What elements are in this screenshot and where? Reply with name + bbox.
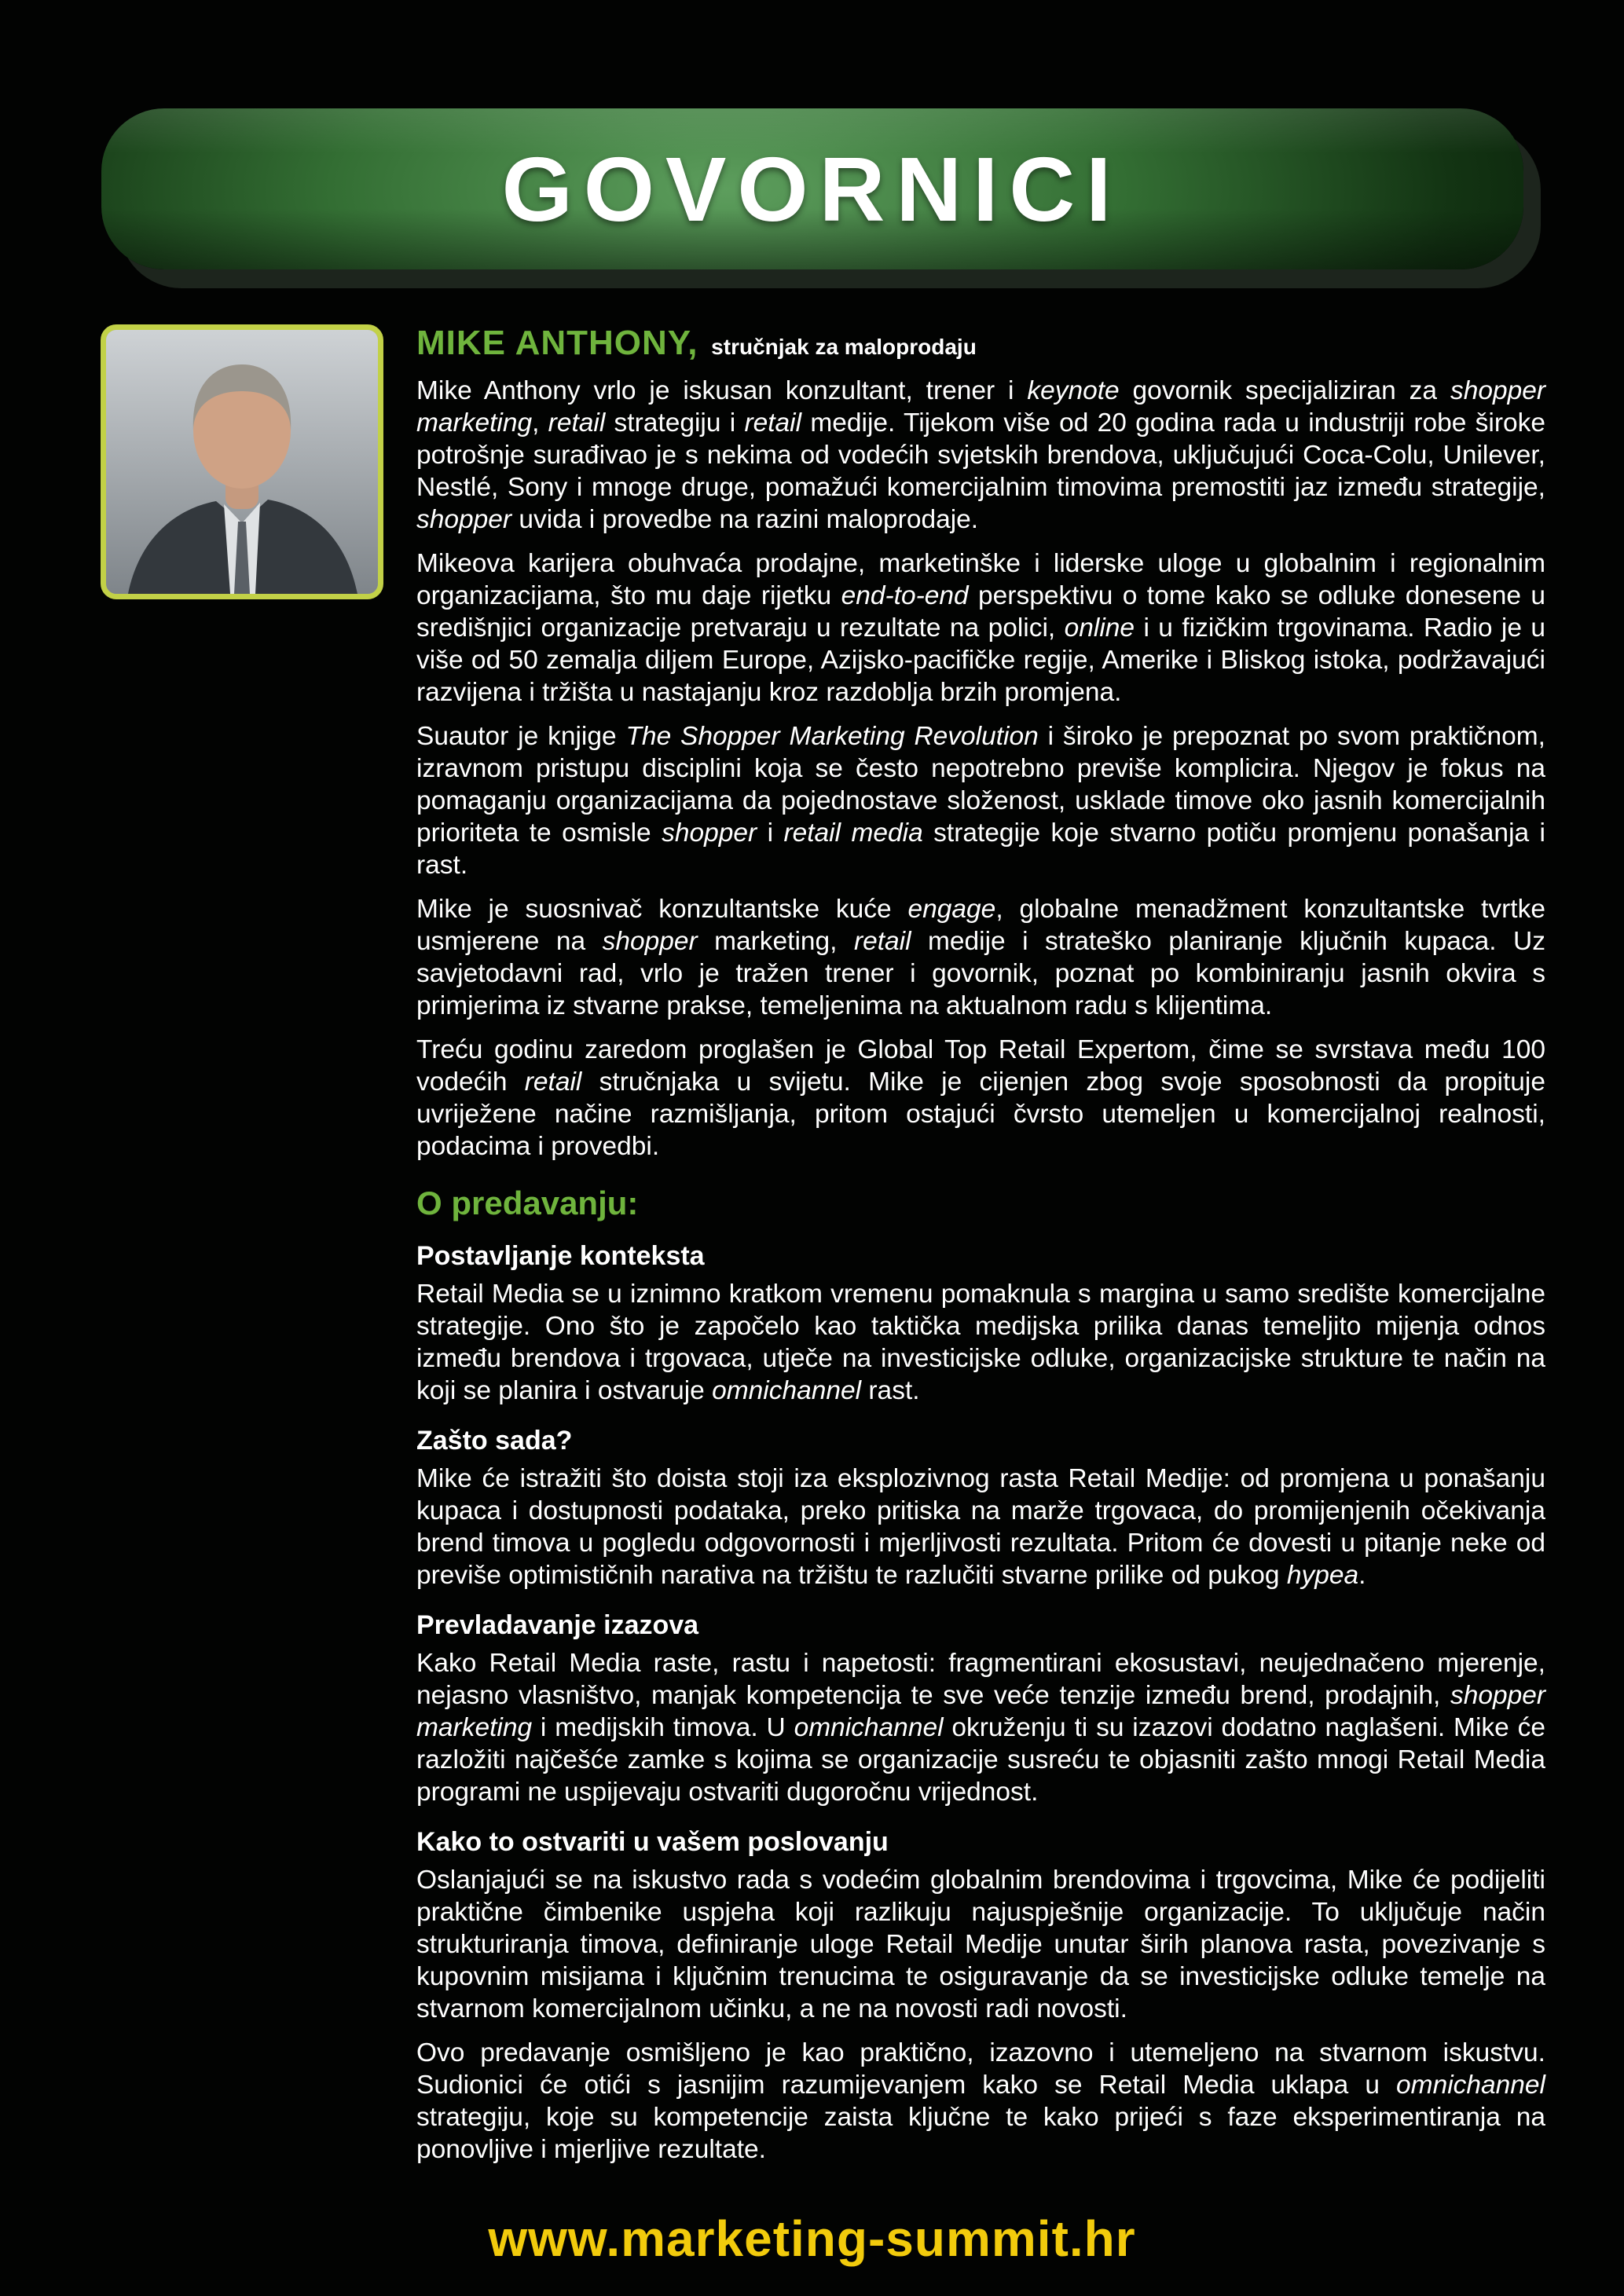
photo-column: [101, 324, 383, 599]
bio-paragraph: Suautor je knjige The Shopper Marketing Revolution i široko je prepoznat po svom praktičnom, izravnom pristupu disciplini koja se često nepotrebno previše komplicira. Njegov je fokus na pomaganju organizacijama da pojednostave složenost, usklade timove oko jasnih komercijalnih prioriteta te osmisle shopper i retail media strategije koje stvarno potiču promjenu ponašanja i rast.: [416, 722, 1546, 881]
speaker-name: MIKE ANTHONY,: [416, 324, 698, 362]
lecture-subheading-context: Postavljanje konteksta: [416, 1241, 705, 1272]
header: [0, 108, 1624, 269]
speakers-banner: [101, 108, 1523, 269]
speaker-heading: [416, 324, 1545, 362]
portrait-silhouette: [106, 330, 378, 594]
lecture-paragraph: Mike će istražiti što doista stoji iza eksplozivnog rasta Retail Medije: od promjena u ponašanju kupaca i dostupnosti podataka, preko pritiska na marže trgovaca, do promijenjenih očekivanja brend timova u pogledu odgovornosti i mjerljivosti rezultata. Pritom će dovesti u pitanje neke od previše optimističnih narativa na tržištu te razlučiti stvarne prilike od pukog hypea.: [416, 1464, 1545, 1591]
speaker-photo: [101, 324, 383, 599]
lecture-paragraph: Oslanjajući se na iskustvo rada s vodećim globalnim brendovima i trgovcima, Mike će podijeliti praktične čimbenike uspjeha koji razlikuju najuspješnije organizacije. To uključuje način strukturiranja timova, definiranje uloge Retail Medije unutar širih planova rasta, povezivanje s kupovnim misijama i ključnim trenucima te osiguravanje da se investicijske odluke temelje na stvarnom komercijalnom učinku, a ne na novosti radi novosti.: [416, 1866, 1545, 2024]
lecture-paragraph: Retail Media se u iznimno kratkom vremenu pomaknula s margina u samo središte komercijalne strategije. Ono što je započelo kao taktička medijska prilika danas temeljito mijenja odnos između brendova i trgovaca, utječe na investicijske odluke, organizacijske strukture te način na koji se planira i ostvaruje omnichannel rast.: [416, 1280, 1545, 1406]
speaker-text-column: [416, 324, 1545, 2177]
bio-paragraph: Mikeova karijera obuhvaća prodajne, marketinške i liderske uloge u globalnim i regionalnim organizacijama, što mu daje rijetku end-to-end perspektivu o tome kako se odluke donesene u središnjici organizacije pretvaraju u rezultate na polici, online i u fizičkim trgovinama. Radio je u više od 50 zemalja diljem Europe, Azijsko-pacifičke regije, Amerike i Bliskog istoka, podržavajući razvijena i tržišta u nastajanju kroz razdoblja brzih promjena.: [416, 549, 1545, 708]
speaker-role: stručnjak za maloprodaju: [711, 335, 977, 359]
lecture-subheading-why-now: Zašto sada?: [416, 1426, 573, 1456]
bio-paragraph: Mike Anthony vrlo je iskusan konzultant, trener i keynote govornik specijaliziran za shopper marketing, retail strategiju i retail medije. Tijekom više od 20 godina rada u industriji robe široke potrošnje surađivao je s nekima od vodećih svjetskih brendova, uključujući Coca-Colu, Unilever, Nestlé, Sony i mnoge druge, pomažući komercijalnim timovima premostiti jaz između strategije, shopper uvida i provedbe na razini maloprodaje.: [416, 376, 1545, 535]
bio-paragraph: Mike je suosnivač konzultantske kuće engage, globalne menadžment konzultantske tvrtke usmjerene na shopper marketing, retail medije i strateško planiranje ključnih kupaca. Uz savjetodavni rad, vrlo je tražen trener i govornik, poznat po kombiniranju jasnih okvira s primjerima iz stvarne prakse, temeljenima na aktualnom radu s klijentima.: [416, 895, 1545, 1021]
lecture-subheading-how-to: Kako to ostvariti u vašem poslovanju: [416, 1827, 889, 1858]
website-link[interactable]: www.marketing-summit.hr: [488, 2210, 1136, 2267]
page-title: GOVORNICI: [501, 137, 1123, 240]
bio-paragraph: Treću godinu zaredom proglašen je Global Top Retail Expertom, čime se svrstava među 100 vodećih retail stručnjaka u svijetu. Mike je cijenjen zbog svoje sposobnosti da propituje uvriježene načine razmišljanja, pritom ostajući čvrsto utemeljen u komercijalnoj realnosti, podacima i provedbi.: [416, 1035, 1545, 1162]
speaker-section: [0, 269, 1624, 2177]
lecture-subheading-challenges: Prevladavanje izazova: [416, 1610, 699, 1641]
lecture-heading: O predavanju:: [416, 1185, 639, 1222]
lecture-paragraph: Kako Retail Media raste, rastu i napetosti: fragmentirani ekosustavi, neujednačeno mjerenje, nejasno vlasništvo, manjak kompetencija te sve veće tenzije između brend, prodajnih, shopper marketing i medijskih timova. U omnichannel okruženju ti su izazovi dodatno naglašeni. Mike će razložiti najčešće zamke s kojima se organizacije susreću te objasniti zašto mnogi Retail Media programi ne uspijevaju ostvariti dugoročnu vrijednost.: [416, 1649, 1545, 1807]
closing-paragraph: Ovo predavanje osmišljeno je kao praktično, izazovno i utemeljeno na stvarnom iskustvu. Sudionici će otići s jasnijim razumijevanjem kako se Retail Media uklapa u omnichannel strategiju, koje su kompetencije zaista ključne te kako prijeći s faze eksperimentiranja na ponovljive i mjerljive rezultate.: [416, 2038, 1545, 2165]
footer: [0, 2210, 1624, 2268]
